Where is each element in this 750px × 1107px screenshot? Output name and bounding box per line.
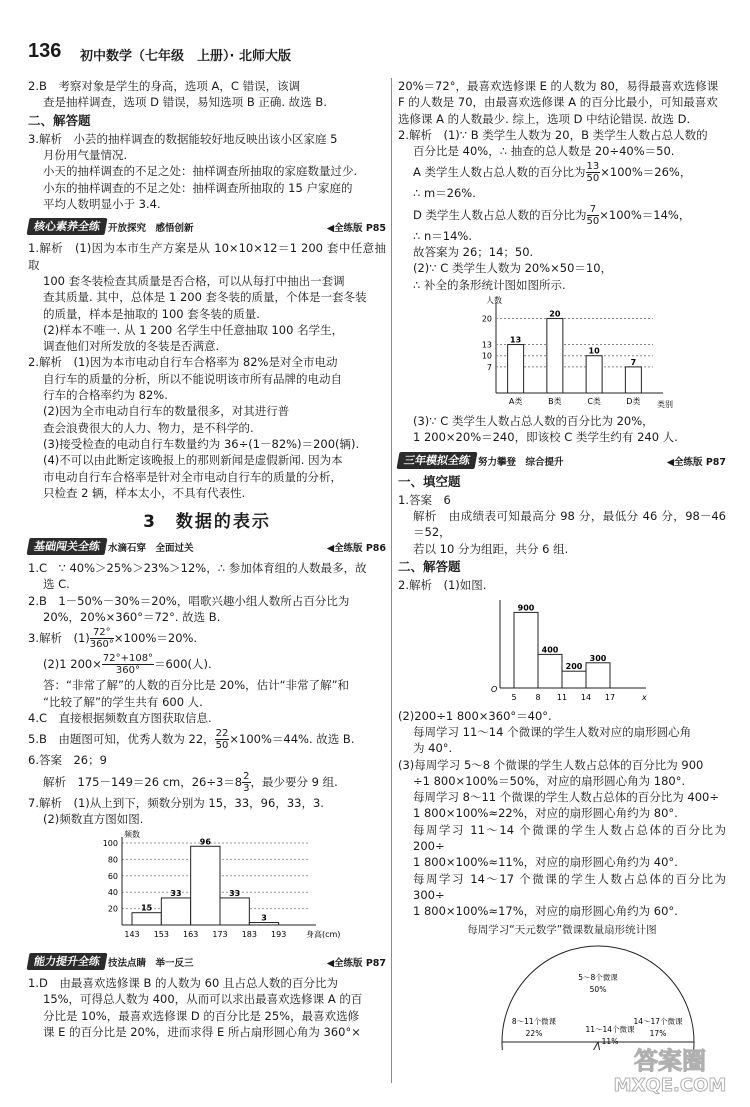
y-tick-label: 80 <box>107 855 118 865</box>
answer-line: 20%，20%×360°＝72°. 故选 B. <box>43 610 221 625</box>
category-label: B类 <box>548 396 562 406</box>
x-tick-label: 183 <box>241 930 257 940</box>
bar-value-label: 96 <box>199 837 211 847</box>
answer-line: 每周学习 8～11 个微课的学生人数占总体的百分比为 400÷ <box>413 790 719 805</box>
bar-value-label: 3 <box>261 913 267 923</box>
section-heading: 二、解答题 <box>28 112 91 128</box>
answer-line: 4.C 直接根据频数直方图获取信息. <box>28 710 212 725</box>
text-run: A 类学生人数占总人数的百分比为 <box>413 165 586 180</box>
category-label: D类 <box>626 396 641 406</box>
answer-line: 15%，可得总人数为 400，从而可以求出最喜欢选修课 A 的百 <box>43 992 363 1007</box>
height-frequency-histogram <box>88 829 348 947</box>
answer-line: 答：“非常了解”的人数的百分比是 20%，估计“非常了解”和 <box>43 678 350 693</box>
y-axis-label: 人数 <box>486 295 502 305</box>
category-bar-chart <box>468 295 678 413</box>
watermark-logo <box>600 1036 740 1099</box>
fraction <box>102 653 154 676</box>
histogram-bar <box>586 662 610 687</box>
answer-line: 7.解析 (1)从上到下，频数分别为 15，33，96，33，3. <box>28 795 324 810</box>
left-column <box>28 78 386 1040</box>
answer-line: 查是抽样调查，选项 D 错误，易知选项 B 正确. 故选 B. <box>43 95 327 110</box>
bar <box>508 345 524 393</box>
fraction <box>215 728 230 751</box>
x-tick-label: 163 <box>183 930 199 940</box>
answer-line: (4)不可以由此断定该晚报上的那则新闻是虚假新闻. 因为本 <box>43 453 343 468</box>
banner-subtitle: 开放探究 感悟创新 <box>108 223 194 235</box>
y-tick-label: 100 <box>102 839 118 849</box>
answer-line: 小东的抽样调查的不足之处：抽样调查所抽取的 15 户家庭的 <box>43 180 353 195</box>
banner-tag: 核心素养全练 <box>27 218 108 235</box>
answer-line: 查其质量. 其中，总体是 1 200 套冬装的质量，个体是一套冬装 <box>43 290 367 305</box>
fraction-numerator: 2 <box>243 770 250 782</box>
bar-value-label: 20 <box>549 309 561 319</box>
histogram-bar <box>132 913 161 925</box>
banner-tag: 基础闯关全练 <box>27 538 108 555</box>
text-run: ＝600(人). <box>154 657 212 672</box>
fraction-numerator: 72° <box>90 627 114 639</box>
answer-line: 为 40°. <box>413 741 453 756</box>
section-banner <box>28 218 386 235</box>
y-tick-label: 7 <box>486 362 492 372</box>
fraction-numerator: 7 <box>587 204 600 216</box>
section-banner <box>28 953 386 970</box>
text-run: ×100%＝14%， <box>599 207 691 222</box>
pie-slice-label: 8～11个微课 <box>511 1016 557 1026</box>
answer-line: 故答案为 26；14；50. <box>413 245 534 260</box>
answer-line: 百分比是 40%，∴ 抽查的总人数是 20÷40%＝50. <box>413 144 675 159</box>
x-axis-label: 类别 <box>657 399 673 409</box>
histogram-bar <box>249 923 278 925</box>
fraction-denominator: 50 <box>586 173 600 185</box>
bar-value-label: 7 <box>630 357 637 367</box>
answer-line <box>398 202 726 228</box>
answer-line: “比较了解”的学生共有 600 人. <box>43 694 203 709</box>
answer-line <box>398 159 726 185</box>
fraction-denominator: 360° <box>89 639 114 651</box>
banner-subtitle: 努力攀登 综合提升 <box>478 456 564 468</box>
answer-line: 1 800×100%≈11%，对应的扇形圆心角约为 40°. <box>413 855 678 870</box>
answer-line: 每周学习 11～14 个微课的学生人数对应的扇形圆心角 <box>413 724 692 739</box>
bar <box>625 367 641 393</box>
answer-line: 每周学习 14～17 个微课的学生人数占总体的百分比为 300÷ <box>413 871 726 902</box>
pie-slice-percent: 17% <box>649 1028 667 1038</box>
fraction-numerator: 22 <box>215 728 229 740</box>
pie-slice-label: 11～14个微课 <box>585 1024 635 1034</box>
fraction-denominator: 50 <box>215 740 229 752</box>
text-run: ×100%＝26%， <box>600 165 692 180</box>
y-tick-label: 10 <box>481 351 492 361</box>
pie-chart-title: 每周学习“天元数学”微课数量扇形统计图 <box>467 923 657 936</box>
page-number: 136 <box>28 40 62 62</box>
chapter-title: 3 数据的表示 <box>143 512 271 533</box>
answer-line: (3)每周学习 5～8 个微课的学生人数占总体的百分比为 900 <box>398 757 704 772</box>
answer-line: 调查他们对所发放的冬装是否满意. <box>43 339 220 354</box>
banner-subtitle: 技法点睛 举一反三 <box>108 958 194 970</box>
fraction <box>586 161 601 184</box>
answer-line <box>28 625 386 651</box>
text-run: 5.B 由题图可知，优秀人数为 22， <box>28 732 215 747</box>
answer-line: (2)200÷1 800×360°＝40°. <box>398 708 552 723</box>
answer-line: 1.D 由最喜欢选修课 B 的人数为 60 且占总人数的百分比为 <box>28 976 338 991</box>
x-tick-label: 173 <box>212 930 228 940</box>
x-tick-label: 143 <box>124 930 140 940</box>
answer-line: ∴ 补全的条形统计图如图所示. <box>413 277 566 292</box>
text-run: D 类学生人数占总人数的百分比为 <box>413 207 587 222</box>
microlesson-pie-chart <box>498 938 698 1050</box>
answer-line: 1.答案 6 <box>398 492 451 507</box>
section-banner <box>398 452 726 469</box>
banner-reference: ◀全练版 P87 <box>326 958 386 970</box>
fraction <box>242 771 250 794</box>
fraction-denominator: 3 <box>243 782 250 794</box>
answer-line: 小天的抽样调查的不足之处：抽样调查所抽取的家庭数量过少. <box>43 164 358 179</box>
section-banner <box>28 538 386 555</box>
answer-line: 若以 10 分为组距，共分 6 组. <box>413 541 569 556</box>
y-tick-label: 20 <box>107 904 118 914</box>
answer-line: 3.解析 小芸的抽样调查的数据能较好地反映出该小区家庭 5 <box>28 131 338 146</box>
fraction <box>90 627 114 650</box>
y-tick-label: 60 <box>107 871 118 881</box>
text-run: ×100%＝44%. 故选 B. <box>229 732 355 747</box>
bar-value-label: 900 <box>517 603 535 613</box>
x-axis-label: 身高(cm) <box>306 930 341 940</box>
banner-tag: 三年模拟全练 <box>397 452 478 469</box>
answer-line: 每周学习 11～14 个微课的学生人数占总体的百分比为 200÷ <box>413 822 726 854</box>
histogram-bar <box>514 612 538 688</box>
answer-line: 2.解析 (1)∵ B 类学生人数为 20，B 类学生人数占总人数的 <box>398 127 708 142</box>
column-divider <box>391 78 392 1083</box>
answer-line: 1 200×20%＝240，即该校 C 类学生约有 240 人. <box>413 430 678 445</box>
section-heading: 一、填空题 <box>398 473 461 489</box>
bar-value-label: 15 <box>141 903 153 913</box>
answer-line: (3)接受检查的电动自行车数量约为 36÷(1－82%)＝200(辆). <box>43 436 360 451</box>
banner-tag: 能力提升全练 <box>27 953 108 970</box>
pie-slice-percent: 50% <box>589 984 607 994</box>
answer-line: 2.解析 (1)如图. <box>398 578 487 593</box>
answer-line: 行车的合格率约为 82%. <box>43 388 168 403</box>
histogram-bar <box>538 654 562 688</box>
answer-line: (2)∵ C 类学生人数为 20%×50＝10， <box>413 261 613 276</box>
pie-slice-percent: 11% <box>601 1036 619 1046</box>
answer-line: 课 E 的百分比是 20%，进而求得 E 所占扇形圆心角为 360°× <box>43 1024 361 1039</box>
x-axis-label: x <box>642 692 647 702</box>
answer-line: 自行车的质量的分析，所以不能说明该市所有品牌的电动自 <box>43 371 342 386</box>
category-label: A类 <box>508 396 523 406</box>
bar-value-label: 33 <box>229 889 241 899</box>
answer-line: 2.解析 (1)因为本市电动自行车合格率为 82%是对全市电动 <box>28 355 338 370</box>
answer-line: F 的人数是 70，由最喜欢选修课 A 的百分比最小，可知最喜欢 <box>398 95 718 110</box>
text-run: ×100%＝20%. <box>113 631 198 646</box>
right-column <box>398 78 726 1050</box>
fraction-denominator: 360° <box>115 665 140 677</box>
y-tick-label: 13 <box>481 340 492 350</box>
x-tick-label: 11 <box>556 692 568 702</box>
histogram-bar <box>562 671 586 688</box>
bar <box>586 356 602 393</box>
y-tick-label: 20 <box>481 314 492 324</box>
answer-line: 2.B 考察对象是学生的身高，选项 A，C 错误，该调 <box>28 79 301 93</box>
answer-line: ∴ m＝26%. <box>413 186 476 201</box>
banner-reference: ◀全练版 P86 <box>326 543 386 555</box>
pie-slice-label: 14～17个微课 <box>633 1016 683 1026</box>
x-tick-label: 193 <box>271 930 287 940</box>
banner-reference: ◀全练版 P87 <box>666 456 726 468</box>
microlesson-histogram <box>478 596 658 708</box>
answer-line: 月份用气量情况. <box>43 148 128 163</box>
answer-line: 1 800×100%≈17%，对应的扇形圆心角约为 60°. <box>413 904 678 919</box>
category-label: C类 <box>587 396 601 406</box>
answer-line: (2)样本不唯一. 从 1 200 名学生中任意抽取 100 名学生， <box>43 322 344 337</box>
answer-line: 平均人数明显小于 3.4. <box>43 197 161 212</box>
x-tick-label: 8 <box>535 692 541 702</box>
answer-line: 6.答案 26；9 <box>28 753 107 768</box>
banner-reference: ◀全练版 P85 <box>326 223 386 235</box>
bar-value-label: 200 <box>565 661 583 671</box>
answer-line: 2.B 1－50%－30%＝20%，唱歌兴趣小组人数所占百分比为 <box>28 593 350 608</box>
answer-line: 查会浪费很大的人力、物力，是不科学的. <box>43 420 254 435</box>
x-tick-label: 5 <box>511 692 517 702</box>
answer-line: 1 800×100%≈22%，对应的扇形圆心角约为 80°. <box>413 806 678 821</box>
answer-line: 的质量，样本是抽取的 100 套冬装的质量. <box>43 306 260 321</box>
svg-text:MXQE.COM: MXQE.COM <box>613 1075 727 1096</box>
fraction-numerator: 13 <box>586 161 600 173</box>
bar-value-label: 10 <box>588 346 600 356</box>
banner-subtitle: 水滴石穿 全面过关 <box>108 543 194 555</box>
histogram-bar <box>191 846 220 925</box>
bar <box>547 318 563 393</box>
answer-line: 100 套冬装检查其质量是否合格，可以从每打中抽出一套调 <box>43 273 345 288</box>
section-heading: 二、解答题 <box>398 559 461 575</box>
text-run: (2)1 200× <box>43 657 102 672</box>
x-tick-label: 17 <box>604 692 616 702</box>
answer-line: ∴ n＝14%. <box>413 228 472 243</box>
page-header <box>28 40 728 62</box>
bar-value-label: 33 <box>170 889 182 899</box>
answer-line: (2)频数直方图如图. <box>43 811 144 826</box>
origin-label: O <box>491 684 498 694</box>
answer-line: 选修课 A 的人数最少. 综上，选项 D 中结论错误. 故选 D. <box>398 111 691 126</box>
answer-line: 选 C. <box>43 577 70 592</box>
answer-line: 只检查 2 辆，样本太小，不具有代表性. <box>43 485 246 500</box>
bar-value-label: 13 <box>510 335 522 345</box>
fraction-denominator: 50 <box>586 215 600 227</box>
text-run: ，最少要分 9 组. <box>250 774 338 789</box>
answer-line: 1.解析 (1)因为本市生产方案是从 10×10×12＝1 200 套中任意抽取 <box>28 241 386 272</box>
fraction-numerator: 72°+108° <box>102 653 154 665</box>
book-title: 初中数学（七年级 上册）· 北师大版 <box>80 49 291 64</box>
answer-line <box>28 726 386 752</box>
bar-value-label: 300 <box>589 653 607 663</box>
bar-value-label: 400 <box>541 645 559 655</box>
text-run: 解析 175－149＝26 cm，26÷3＝8 <box>43 774 243 789</box>
answer-line: 解析 由成绩表可知最高分 98 分，最低分 46 分，98－46＝52， <box>413 509 726 540</box>
text-run: 3.解析 (1) <box>28 631 90 646</box>
answer-line: (3)∵ C 类学生人数占总人数的百分比为 20%， <box>413 413 654 428</box>
x-tick-label: 153 <box>153 930 169 940</box>
pie-slice-label: 5～8个微课 <box>578 972 618 982</box>
svg-text:答案圈: 答案圈 <box>634 1047 706 1075</box>
answer-line: 1.C ∵ 40%＞25%＞23%＞12%，∴ 参加体育组的人数最多，故 <box>28 561 367 576</box>
answer-line: 20%＝72°，最喜欢选修课 E 的人数为 80，易得最喜欢选修课 <box>398 79 719 93</box>
answer-line: 分比是 10%，最喜欢选修课 D 的百分比是 25%，最喜欢选修 <box>43 1008 360 1023</box>
y-axis-label: 频数 <box>124 830 140 840</box>
answer-line: ÷1 800×100%＝50%，对应的扇形圆心角为 180°. <box>413 773 686 788</box>
fraction <box>587 204 600 227</box>
histogram-bar <box>161 898 190 925</box>
y-tick-label: 40 <box>107 888 118 898</box>
pie-slice-percent: 22% <box>525 1028 543 1038</box>
answer-line: 市电动自行车合格率是针对全市电动自行车的质量的分析， <box>43 469 342 484</box>
histogram-bar <box>220 898 249 925</box>
x-tick-label: 14 <box>580 692 592 702</box>
answer-line: (2)因为全市电动自行车的数量很多，对其进行普 <box>43 404 290 419</box>
answer-line <box>28 651 386 677</box>
answer-line <box>28 769 386 795</box>
